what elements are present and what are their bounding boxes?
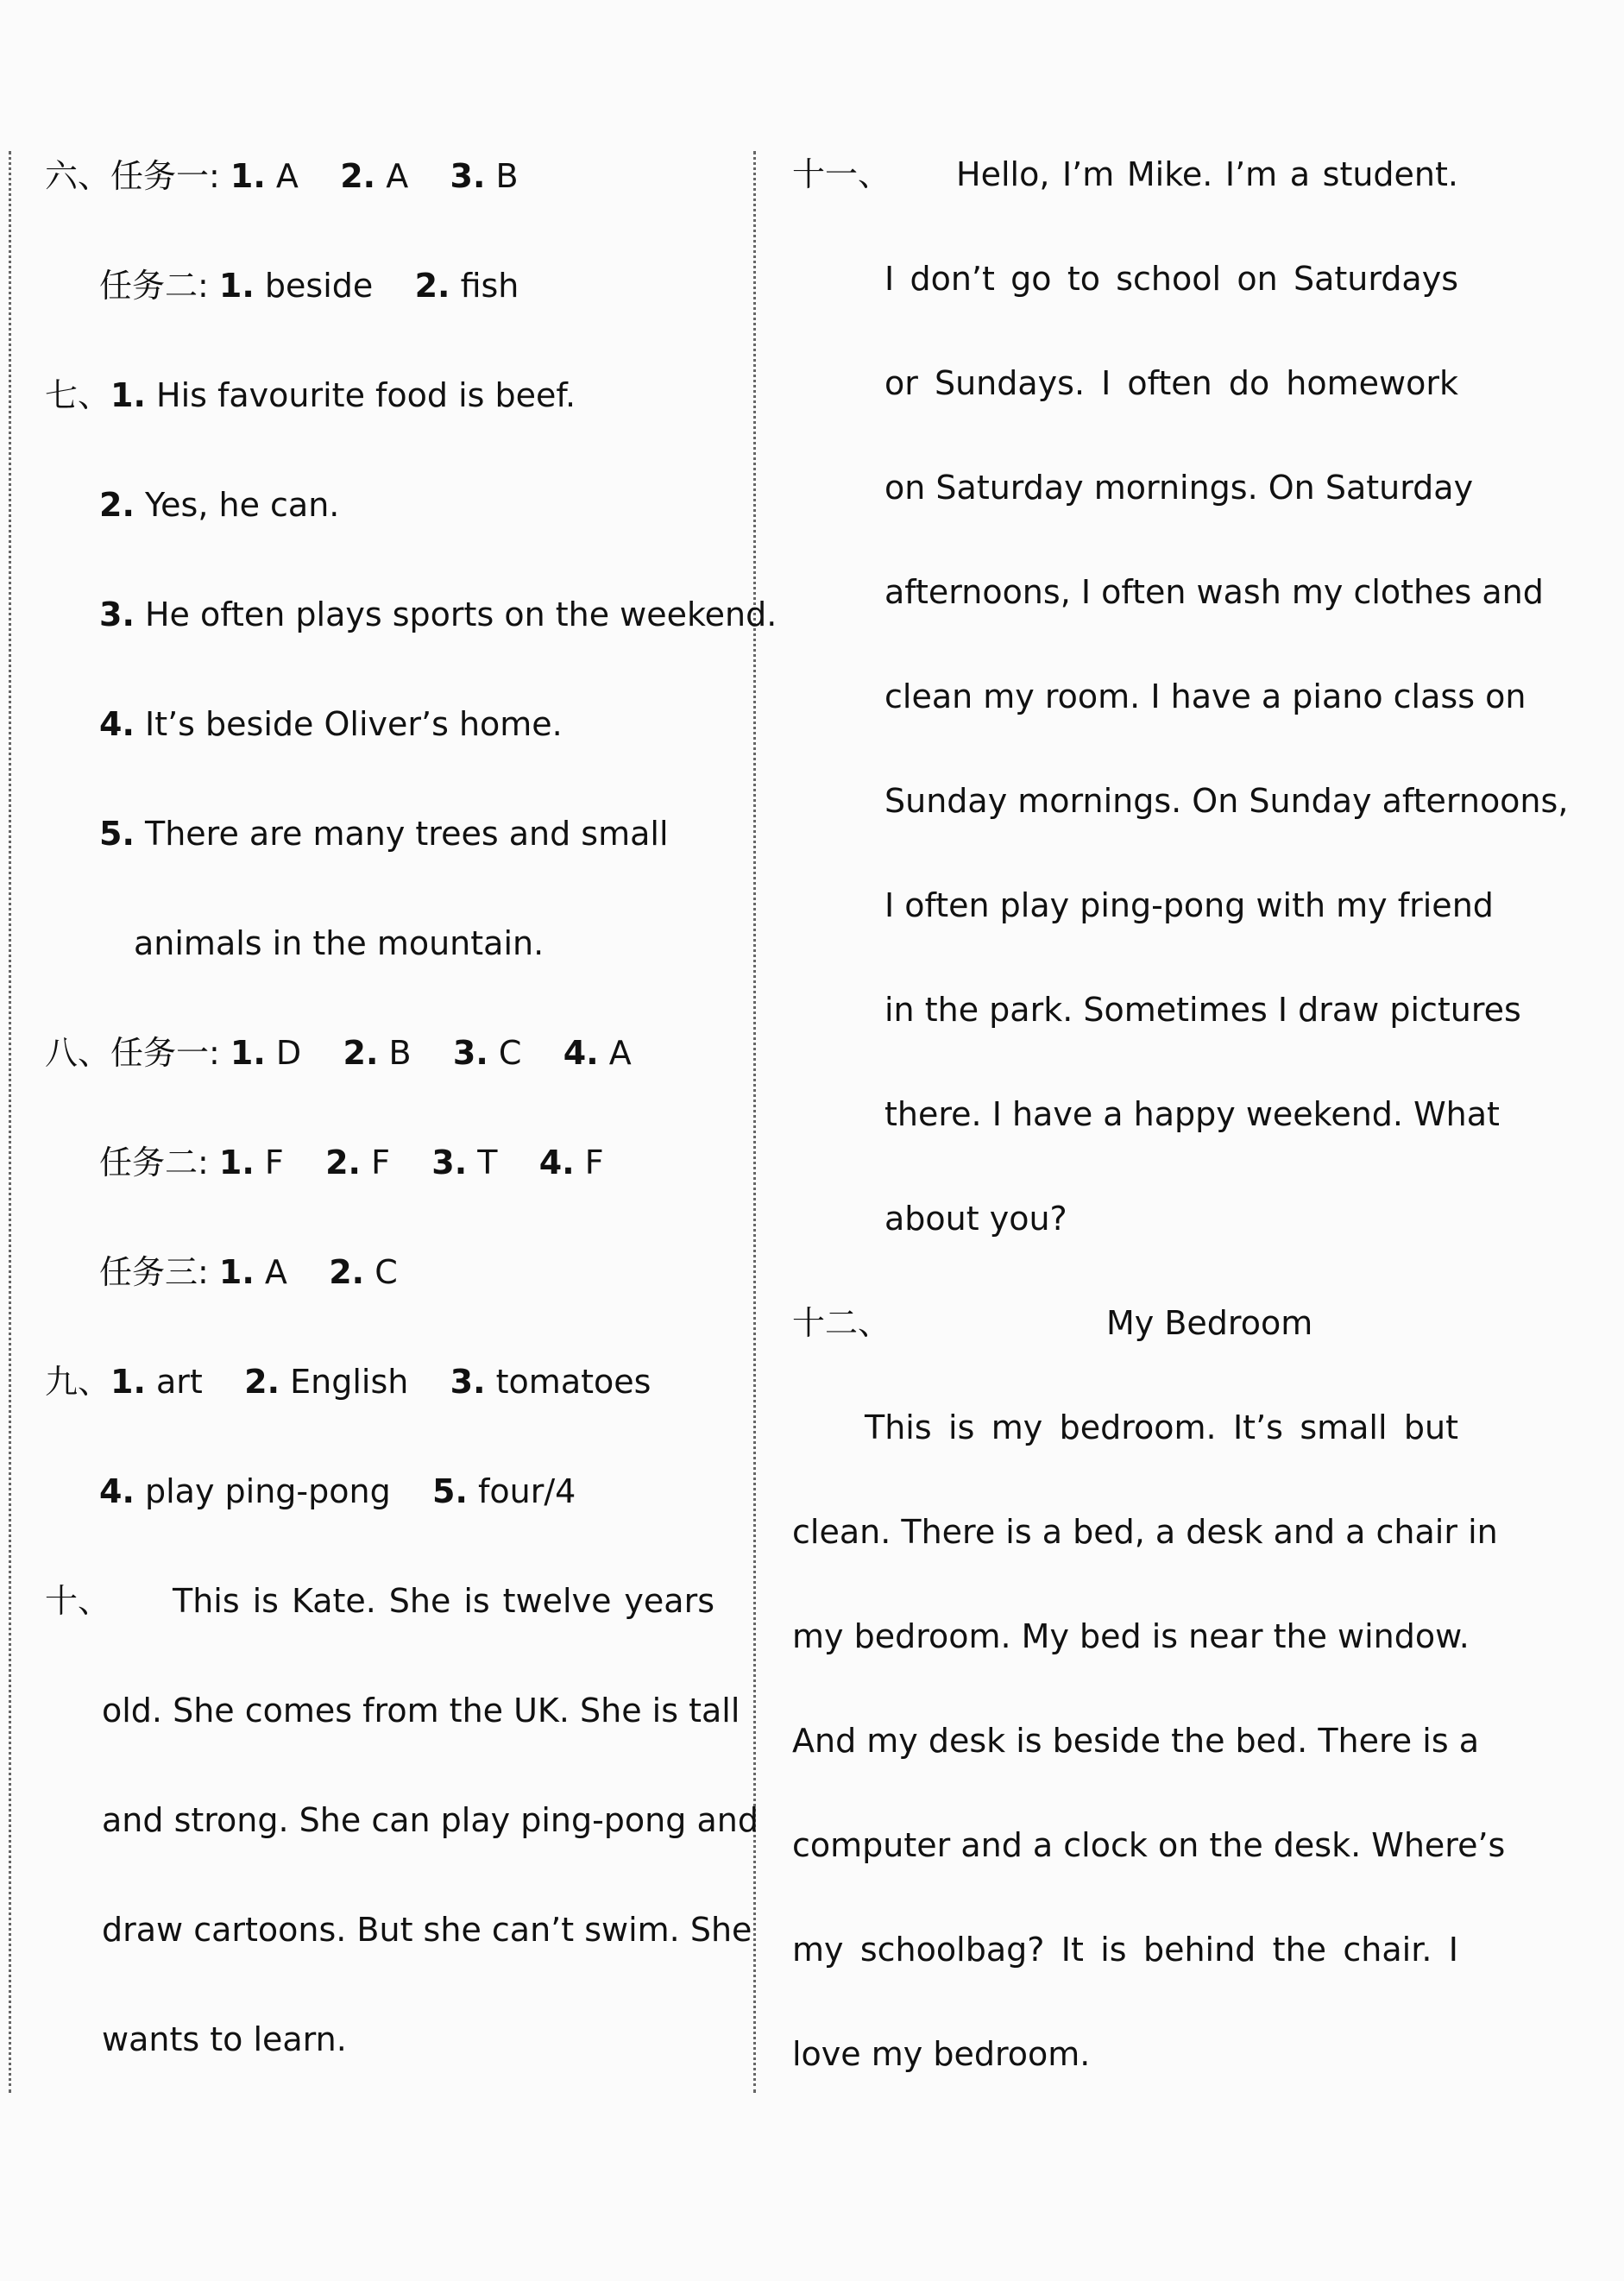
s11-line-11: about you? — [884, 1200, 1067, 1238]
s11-line-3: or Sundays. I often do homework — [884, 364, 1458, 402]
s8-task1-line: 八、任务一: 1. D 2. B 3. C 4. A — [45, 1034, 632, 1072]
s11-line-2: I don’t go to school on Saturdays — [884, 260, 1458, 298]
s10-line-1: This is Kate. She is twelve years — [173, 1582, 714, 1620]
s7-line-4: 4. It’s beside Oliver’s home. — [99, 705, 563, 743]
left-dotted-rule — [9, 151, 11, 2093]
s12-line-4: And my desk is beside the bed. There is a — [792, 1722, 1479, 1760]
s12-title: My Bedroom — [1106, 1304, 1313, 1342]
s12-line-2: clean. There is a bed, a desk and a chair in — [792, 1513, 1498, 1551]
s7-line-2: 2. Yes, he can. — [99, 486, 340, 524]
s7-line-5: 5. There are many trees and small — [99, 815, 669, 853]
s11-line-10: there. I have a happy weekend. What — [884, 1095, 1500, 1133]
s11-line-6: clean my room. I have a piano class on — [884, 677, 1526, 715]
s11-line-8: I often play ping-pong with my friend — [884, 886, 1494, 924]
s12-label: 十二、 — [792, 1304, 891, 1342]
s6-task2-line: 任务二: 1. beside 2. fish — [99, 267, 519, 305]
s10-label: 十、 — [45, 1582, 111, 1620]
s10-line-4: draw cartoons. But she can’t swim. She — [102, 1911, 752, 1949]
s8-task3-line: 任务三: 1. A 2. C — [99, 1253, 398, 1291]
s7-line-5-cont: animals in the mountain. — [134, 924, 544, 962]
s6-task1-line: 六、任务一: 1. A 2. A 3. B — [45, 157, 519, 195]
s7-line-3: 3. He often plays sports on the weekend. — [99, 595, 777, 633]
s12-line-3: my bedroom. My bed is near the window. — [792, 1617, 1470, 1655]
s12-line-6: my schoolbag? It is behind the chair. I — [792, 1931, 1458, 1969]
s11-line-5: afternoons, I often wash my clothes and — [884, 573, 1544, 611]
s11-line-7: Sunday mornings. On Sunday afternoons, — [884, 782, 1569, 820]
s11-label: 十一、 — [792, 155, 891, 193]
s10-line-2: old. She comes from the UK. She is tall — [102, 1692, 740, 1730]
s10-line-5: wants to learn. — [102, 2020, 347, 2058]
s9-line-1: 九、1. art 2. English 3. tomatoes — [45, 1363, 651, 1401]
s8-task2-line: 任务二: 1. F 2. F 3. T 4. F — [99, 1144, 604, 1181]
s10-line-3: and strong. She can play ping-pong and — [102, 1801, 758, 1839]
s11-line-1: Hello, I’m Mike. I’m a student. — [956, 155, 1458, 193]
s7-line-1: 七、1. His favourite food is beef. — [45, 376, 576, 414]
s11-line-9: in the park. Sometimes I draw pictures — [884, 991, 1521, 1029]
s12-line-5: computer and a clock on the desk. Where’s — [792, 1826, 1506, 1864]
s12-line-7: love my bedroom. — [792, 2035, 1091, 2073]
s12-line-1: This is my bedroom. It’s small but — [865, 1408, 1458, 1446]
s11-line-4: on Saturday mornings. On Saturday — [884, 469, 1474, 507]
s9-line-2: 4. play ping-pong 5. four/4 — [99, 1472, 576, 1510]
